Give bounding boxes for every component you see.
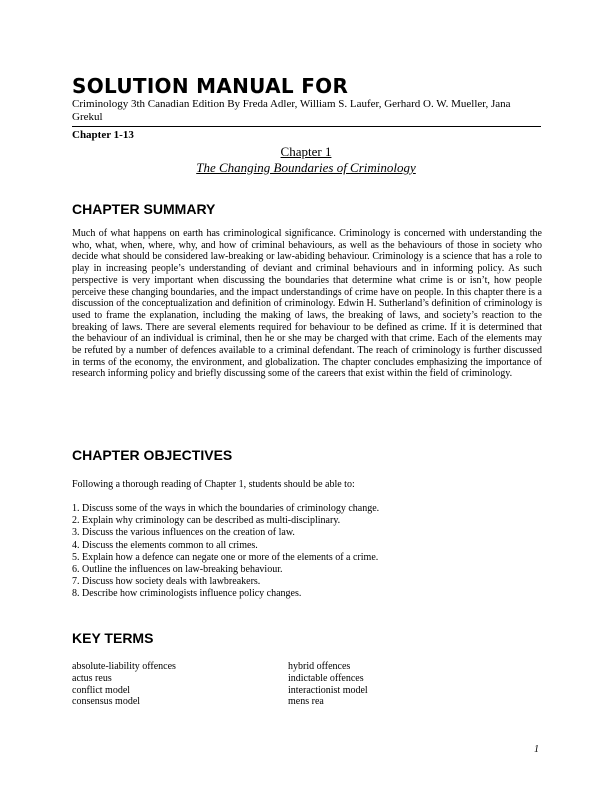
objective-item: 5. Explain how a defence can negate one or more of the elements of a crime. [72,551,379,563]
summary-paragraph: Much of what happens on earth has criminological significance. Criminology is concerned with understanding the who, what, when, where, why, and how of criminal behaviours, as well as the behaviours of those in society who decide what should be considered law-breaking or law-abiding behaviour. Criminology is a science that has a role to play in increasing people’s understanding of deviant and criminal behaviours and in informing policy. As such perspective is very important when discussing the boundaries that determine what crime is or isn’t, how people perceive these changing boundaries, and the impact understandings of crime have on people. In this chapter there is a discussion of the conceptualization and definition of criminology. Edwin H. Sutherland’s definition of criminology is used to frame the explanation, including the making of laws, the breaking of laws, and society’s reaction to the breaking of laws. There are several elements required for behaviour to be defined as crime. If it is determined that the behaviour of an individual is criminal, then he or she may be charged with that crime. Each of the elements may be refuted by a number of defences available to a criminal defendant. The reach of criminology is further discussed in terms of the economy, the environment, and globalization. The chapter concludes emphasizing the importance of research informing policy and briefly discussing some of the careers that exist within the field of criminology. [72,228,542,380]
key-term: mens rea [288,696,324,708]
chapter-range: Chapter 1-13 [72,129,134,141]
chapter-name: The Changing Boundaries of Criminology [196,160,416,175]
objectives-list [72,503,542,601]
objective-item: 4. Discuss the elements common to all crimes. [72,539,258,551]
manual-title: SOLUTION MANUAL FOR [72,74,349,98]
objective-item: 7. Discuss how society deals with lawbreakers. [72,576,261,588]
key-term: conflict model [72,684,131,696]
key-term: consensus model [72,696,141,708]
key-terms-left-column [72,661,176,708]
key-term: indictable offences [288,672,364,684]
key-term: interactionist model [288,684,368,696]
key-terms-right-column [288,661,368,708]
book-subtitle: Criminology 3th Canadian Edition By Freda Adler, William S. Laufer, Gerhard O. W. Mueller, Jana Grekul [72,98,511,123]
summary-heading: CHAPTER SUMMARY [72,201,216,217]
key-term: absolute-liability offences [72,661,176,672]
page-number: 1 [534,744,539,755]
chapter-heading [72,144,540,176]
objective-item: 6. Outline the influences on law-breaking behaviour. [72,564,283,576]
objective-item: 8. Describe how criminologists influence policy changes. [72,588,302,600]
key-term: actus reus [72,672,112,684]
objectives-heading: CHAPTER OBJECTIVES [72,447,233,463]
objective-item: 1. Discuss some of the ways in which the boundaries of criminology change. [72,503,380,514]
header-divider [72,126,541,127]
chapter-number: Chapter 1 [280,144,332,159]
objectives-intro: Following a thorough reading of Chapter 1, students should be able to: [72,479,355,490]
key-term: hybrid offences [288,661,351,672]
objective-item: 3. Discuss the various influences on the creation of law. [72,527,295,539]
objective-item: 2. Explain why criminology can be described as multi-disciplinary. [72,515,341,527]
key-terms-heading: KEY TERMS [72,630,154,646]
